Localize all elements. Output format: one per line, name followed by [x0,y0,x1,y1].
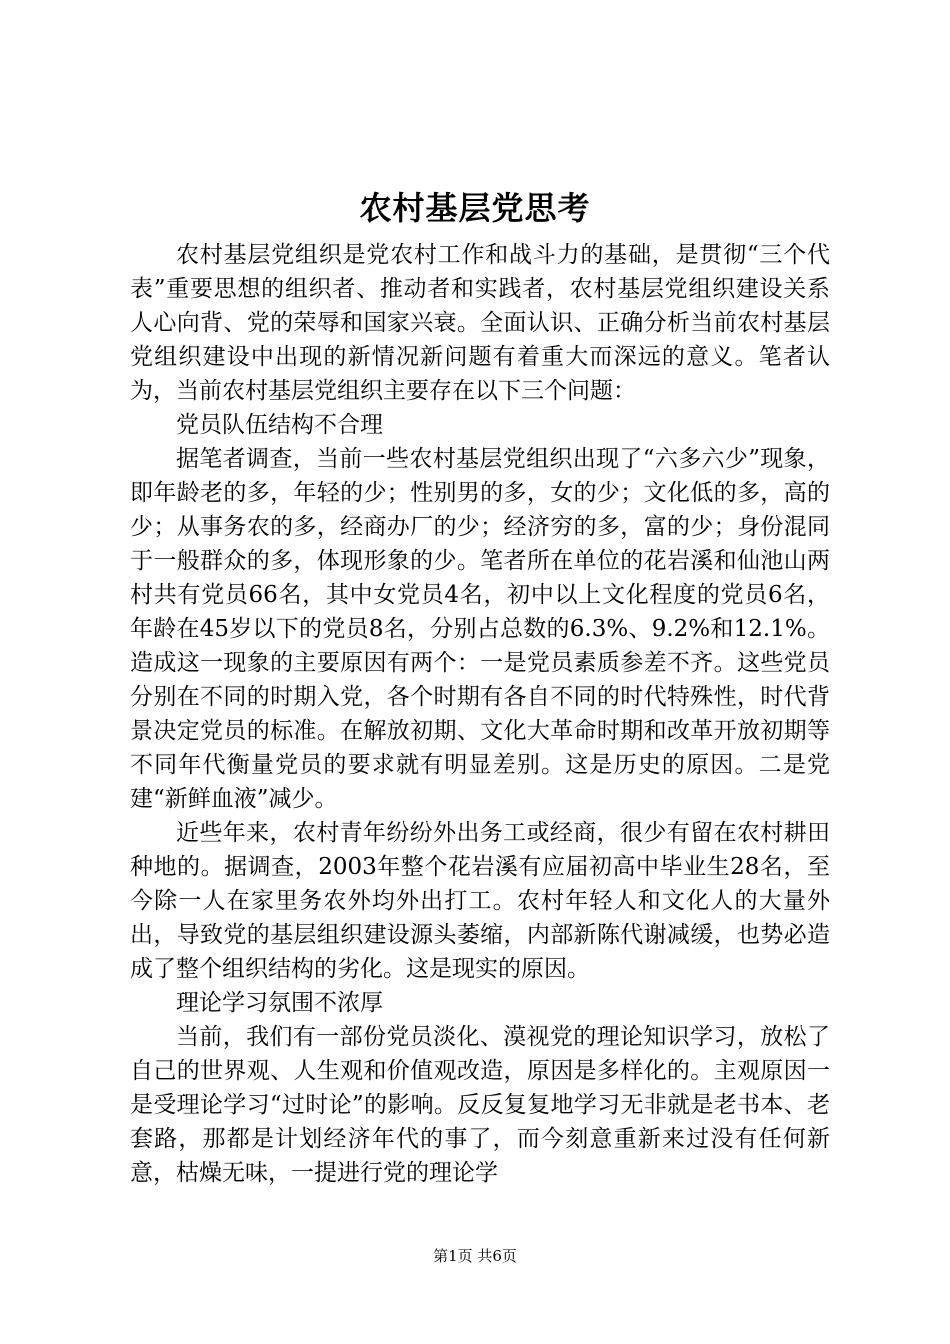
page-footer: 第1页 共6页 [433,1247,517,1265]
section-heading-party-structure: 党员队伍结构不合理 [176,412,383,438]
document-title: 农村基层党思考 [359,189,591,227]
paragraph-intro: 农村基层党组织是党农村工作和战斗力的基础，是贯彻“三个代表”重要思想的组织者、推动者和实践者，农村基层党组织建设关系人心向背、党的荣辱和国家兴衰。全面认识、正确分析当前农村基层党组织建设中出现的新情况新问题有着重大而深远的意义。笔者认为，当前农村基层党组织主要存在以下三个问题： [130,242,830,404]
paragraph-youth-migration: 近些年来，农村青年纷纷外出务工或经商，很少有留在农村耕田种地的。据调查，2003年整个花岩溪有应届初高中毕业生28名，至今除一人在家里务农外均外出打工。农村年轻人和文化人的大量外出，导致党的基层组织建设源头萎缩，内部新陈代谢减缓，也势必造成了整个组织结构的劣化。这是现实的原因。 [130,820,830,982]
document-body [130,238,830,1190]
section-heading-theory-study: 理论学习氛围不浓厚 [176,990,383,1016]
paragraph-theory-study: 当前，我们有一部份党员淡化、漠视党的理论知识学习，放松了自己的世界观、人生观和价值观改造，原因是多样化的。主观原因一是受理论学习“过时论”的影响。反反复复地学习无非就是老书本、老套路，那都是计划经济年代的事了，而今刻意重新来过没有任何新意，枯燥无味，一提进行党的理论学 [130,1024,830,1186]
paragraph-survey: 据笔者调查，当前一些农村基层党组织出现了“六多六少”现象，即年龄老的多，年轻的少；性别男的多，女的少；文化低的多，高的少；从事务农的多，经商办厂的少；经济穷的多，富的少；身份混同于一般群众的多，体现形象的少。笔者所在单位的花岩溪和仙池山两村共有党员66名，其中女党员4名，初中以上文化程度的党员6名，年龄在45岁以下的党员8名，分别占总数的6.3%、9.2%和12.1%。造成这一现象的主要原因有两个：一是党员素质参差不齐。这些党员分别在不同的时期入党，各个时期有各自不同的时代特殊性，时代背景决定党员的标准。在解放初期、文化大革命时期和改革开放初期等不同年代衡量党员的要求就有明显差别。这是历史的原因。二是党建“新鲜血液”减少。 [130,446,830,812]
